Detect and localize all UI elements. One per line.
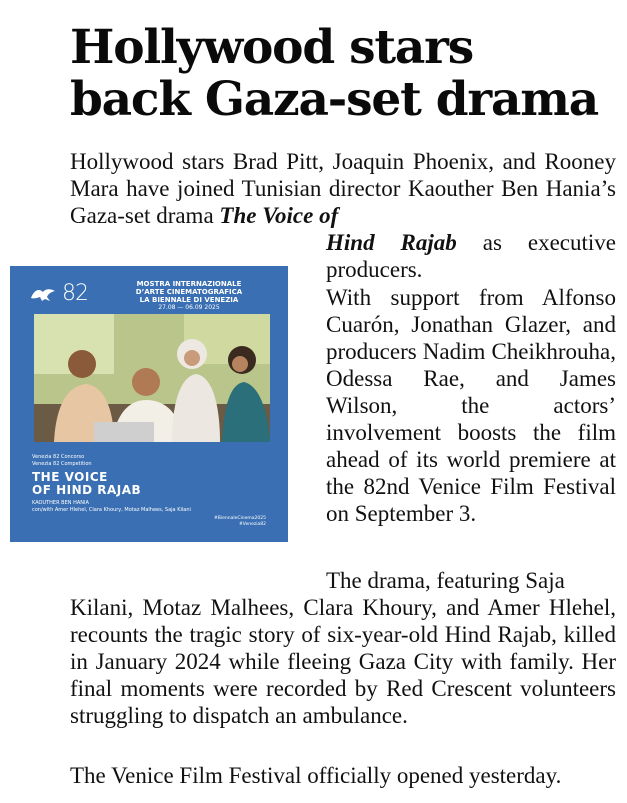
poster-film-title — [32, 471, 141, 497]
paragraph-support: With support from Alfonso Cuarón, Jonathan Glazer, and producers Nadim Cheikhrouha, Odessa Rae, and James Wilson, the actors’ involvement boosts the film ahead of its world premiere at the 82nd Venice Film Festival on September 3. — [326, 285, 616, 526]
film-still-illustration — [34, 314, 270, 442]
section-italian: Venezia 82 Concorso — [32, 454, 85, 460]
festival-name — [94, 280, 284, 312]
winged-lion-icon — [30, 286, 56, 302]
festival-dates: 27.08 — 06.09 2025 — [158, 304, 220, 311]
festival-line-1: MOSTRA INTERNAZIONALE — [136, 280, 242, 288]
poster-film-title-line-2: OF HIND RAJAB — [32, 483, 142, 497]
paragraph-drama — [70, 567, 616, 729]
festival-line-2: D’ARTE CINEMATOGRAFICA — [135, 288, 243, 296]
poster-hashtags — [214, 516, 266, 528]
headline-line-2: back Gaza-set drama — [70, 72, 599, 127]
competition-section — [32, 454, 92, 468]
drama-first-line: The drama, featuring Saja — [326, 568, 565, 593]
headline-line-1: Hollywood stars — [70, 20, 474, 75]
paragraph-intro — [70, 148, 616, 283]
poster-film-title-line-1: THE VOICE — [32, 470, 108, 484]
intro-tail: as executive producers. — [326, 230, 616, 282]
hashtag-1: #BiennaleCinema2025 — [214, 516, 266, 521]
headline — [70, 22, 620, 126]
film-poster — [10, 266, 288, 542]
festival-line-3: LA BIENNALE DI VENEZIA — [139, 296, 239, 304]
film-title-part-a: The Voice of — [219, 203, 339, 228]
poster-photo — [34, 314, 270, 442]
drama-rest: Kilani, Motaz Malhees, Clara Khoury, and Amer Hlehel, recounts the tragic story of six-year-old Hind Rajab, killed in January 2024 while fleeing Gaza City with family. Her final moments were recorded by Red Crescent volunteers struggling to dispatch an ambulance. — [70, 595, 616, 728]
intro-text: Hollywood stars Brad Pitt, Joaquin Phoenix, and Rooney Mara have joined Tunisian director Kaouther Ben Hania’s Gaza-set drama — [70, 149, 616, 228]
film-title-part-b: Hind Rajab — [326, 230, 457, 255]
poster-director: KAOUTHER BEN HANIA — [32, 500, 89, 506]
section-english: Venezia 82 Competition — [32, 461, 92, 467]
logo-number: 82 — [62, 281, 88, 306]
poster-cast: con/with Amer Hlehel, Clara Khoury, Motaz Malhees, Saja Kilani — [32, 507, 191, 513]
paragraph-closing: The Venice Film Festival officially opened yesterday. — [70, 763, 562, 788]
poster-credits — [32, 500, 252, 514]
venice-logo — [30, 281, 88, 306]
hashtag-2: #Venezia82 — [239, 522, 266, 527]
